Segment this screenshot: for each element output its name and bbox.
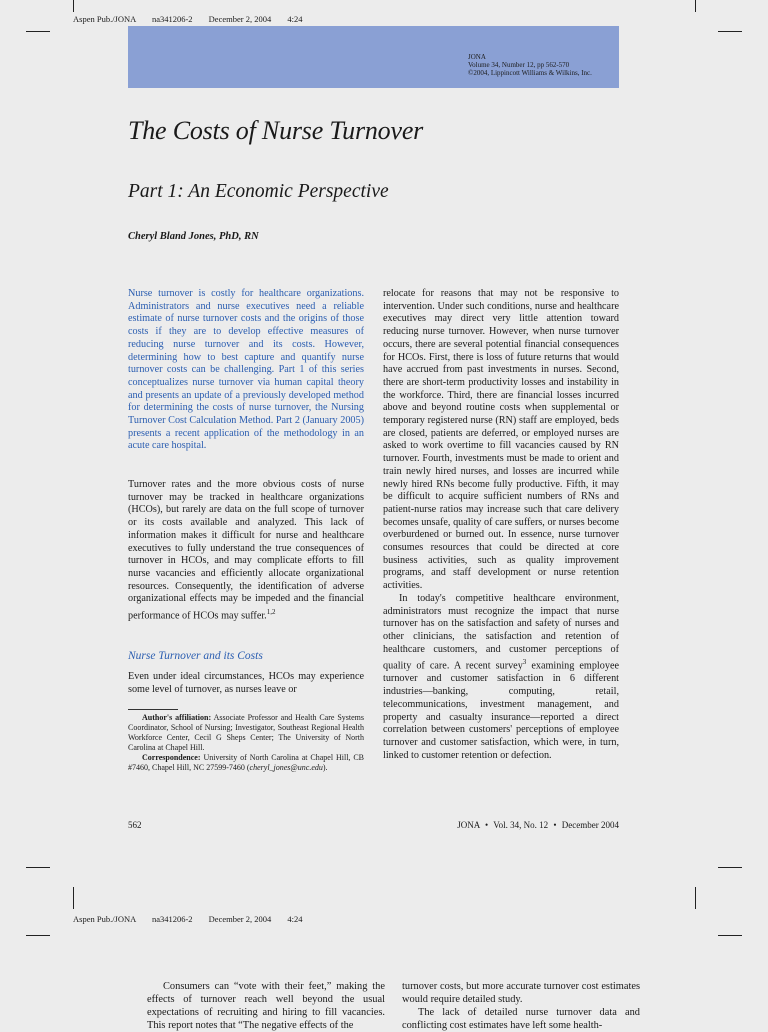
slug-line xyxy=(73,14,302,24)
slug-date: December 2, 2004 xyxy=(208,14,272,24)
crop-mark xyxy=(26,31,50,32)
slug-time: 4:24 xyxy=(287,914,303,924)
right-para-1: relocate for reasons that may not be responsive to intervention. Under such conditions, nurse and healthcare executives may direct very little attention toward reducing nurse turnover. However, when nurse turnover occurs, there are several potential financial consequences for HCOs. First, there is loss of future returns that would have accrued from past investments in nurses. Second, there are short-term productivity losses and instability in the workforce. Third, there are financial losses incurred above and beyond routine costs when supplemental or temporary registered nurse (RN) staff are employed, beds are closed, patients are deferred, or employed nurses are asked to work overtime to fill vacancies caused by RN turnover. Fourth, investments must be made to orient and train newly hired nurses, and losses are incurred while newly hired RNs become fully productive. Fifth, it may be difficult to acquire sufficient numbers of RNs and patient-nurse ratios may increase such that care delivery becomes unsafe, quality of care suffers, or nurses become overburdened or burned out. In essence, nurse turnover consumes resources that could be directed at core business activities, such as quality improvement programs, and staff development or nurse retention activities. xyxy=(383,288,619,592)
correspondence-text: University of North Carolina at Chapel Hill, CB #7460, Chapel Hill, NC 27599-7460 ( xyxy=(128,752,365,772)
banner-copyright: ©2004, Lippincott Williams & Wilkins, Inc. xyxy=(468,69,592,77)
right-para-2b: examining employee turnover and customer satisfaction in 6 different industries—banking, computing, retail, telecommunications, investment management, and property and casualty insurance—reported a direct correlation between customers' perceptions of employee turnover and customer satisfaction, which were, in turn, linked to customer retention or defection. xyxy=(383,660,619,761)
section-text: Even under ideal circumstances, HCOs may experience some level of turnover, as nurses leave or xyxy=(128,671,364,695)
correspondence-end: ). xyxy=(322,762,328,772)
intro-paragraph xyxy=(128,479,364,623)
crop-mark xyxy=(718,31,742,32)
article-title: The Costs of Nurse Turnover xyxy=(128,116,424,145)
citation-ref: 3 xyxy=(522,658,527,667)
crop-mark xyxy=(718,935,742,936)
affiliation-label: Author's affiliation: xyxy=(142,713,212,722)
page2-left-column xyxy=(147,980,385,1032)
abstract xyxy=(128,288,364,453)
author-email[interactable]: cheryl_jones@unc.edu xyxy=(249,762,323,772)
correspondence-label: Correspondence: xyxy=(142,752,201,762)
page2-right-column xyxy=(402,980,640,1032)
article-subtitle: Part 1: An Economic Perspective xyxy=(128,181,389,202)
footer-volume: Vol. 34, No. 12 xyxy=(493,820,549,830)
footer-citation xyxy=(457,820,619,830)
banner-journal: JONA xyxy=(468,53,486,61)
page2-right-text-b: The lack of detailed nurse turnover data and conflicting cost estimates have left some health- xyxy=(402,1007,640,1031)
slug-file-id: na341206-2 xyxy=(151,914,193,924)
page2-right-text-a: turnover costs, but more accurate turnover cost estimates would require detailed study. xyxy=(402,981,640,1005)
crop-mark xyxy=(73,887,74,909)
section-heading: Nurse Turnover and its Costs xyxy=(128,650,263,662)
article-author: Cheryl Bland Jones, PhD, RN xyxy=(128,231,259,242)
page-number: 562 xyxy=(128,820,142,830)
footer-journal: JONA xyxy=(457,820,480,830)
crop-mark xyxy=(695,887,696,909)
author-affiliation xyxy=(128,713,364,772)
affiliation-text: Associate Professor and Health Care Systems Coordinator, School of Nursing; Investigator, Southeast Regional Health Workforce Center, Cecil G Sheps Center; The University of North Carolina at Chapel Hill. xyxy=(128,713,364,752)
slug-file-id: na341206-2 xyxy=(151,14,193,24)
intro-text: Turnover rates and the more obvious costs of nurse turnover may be tracked in healthcare organizations (HCOs), but rarely are data on the full scope of turnover or its costs available and analyzed. This lack of information makes it difficult for nurse and healthcare executives to fully understand the true consequences of turnover in HCOs, and may complicate efforts to fill nurse vacancies and efficiently allocate organizational resources. Consequently, the identification of adverse organizational effects may be impeded and the financial performance of HCOs may suffer. xyxy=(128,479,364,622)
slug-time: 4:24 xyxy=(287,14,303,24)
banner-citation xyxy=(468,53,592,77)
crop-mark xyxy=(26,935,50,936)
slug-date: December 2, 2004 xyxy=(208,914,272,924)
right-column xyxy=(383,288,619,762)
slug-line-page2 xyxy=(73,914,302,924)
journal-banner xyxy=(128,26,619,88)
footer-bullet: • xyxy=(553,820,557,830)
crop-mark xyxy=(26,867,50,868)
footer-date: December 2004 xyxy=(561,820,619,830)
slug-publisher: Aspen Pub./JONA xyxy=(73,914,136,924)
footnote-rule xyxy=(128,709,178,710)
crop-mark xyxy=(695,0,696,12)
citation-ref: 1,2 xyxy=(266,608,276,617)
crop-mark xyxy=(718,867,742,868)
page2-left-text: Consumers can “vote with their feet,” making the effects of turnover reach well beyond the usual expectations of recruiting and hiring to fill vacancies. This report notes that “The negative effects of the xyxy=(147,981,385,1031)
footer-bullet: • xyxy=(485,820,489,830)
crop-mark xyxy=(73,0,74,12)
banner-volume: Volume 34, Number 12, pp 562-570 xyxy=(468,61,570,69)
abstract-text: Nurse turnover is costly for healthcare organizations. Administrators and nurse executives need a reliable estimate of nurse turnover costs and the origins of those costs if they are to develop effective measures of reducing nurse turnover and its costs. However, determining how to best capture and quantify nurse turnover costs can be challenging. Part 1 of this series conceptualizes nurse turnover via human capital theory and presents an update of a previously developed method for determining the costs of nurse turnover, the Nursing Turnover Cost Calculation Method. Part 2 (January 2005) presents a recent application of the methodology in an acute care hospital. xyxy=(128,288,364,452)
right-para-2a: In today's competitive healthcare environment, administrators must recognize the impact that nurse turnover has on the satisfaction and safety of nurses and other clinicians, the satisfaction and retention of healthcare customers, and customer perceptions of quality of care. A recent survey xyxy=(383,592,619,672)
section-paragraph xyxy=(128,671,364,696)
slug-publisher: Aspen Pub./JONA xyxy=(73,14,136,24)
